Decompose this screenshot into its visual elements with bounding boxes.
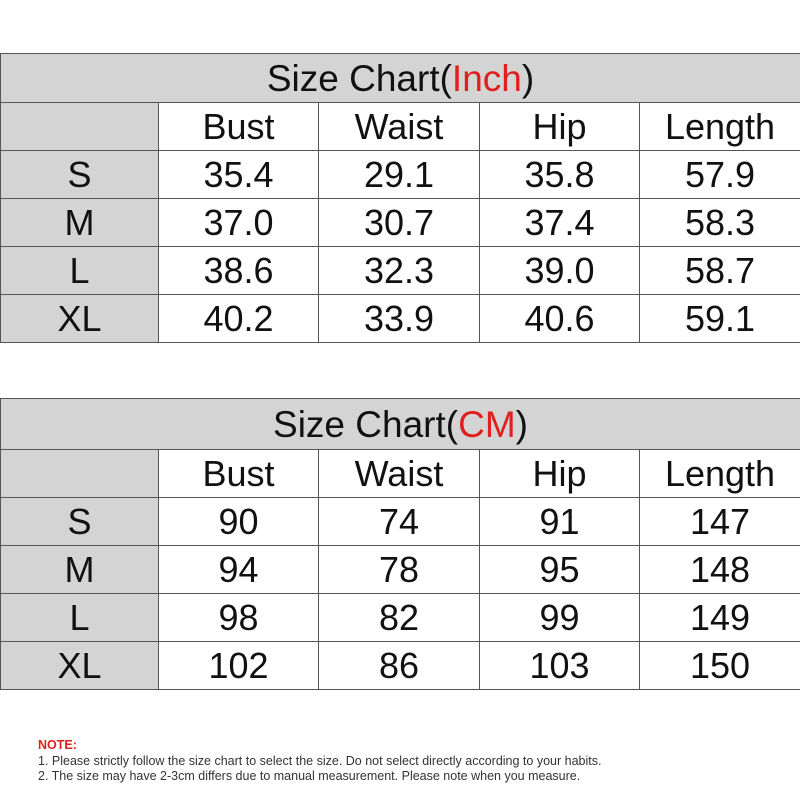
length-cell: 59.1 xyxy=(640,295,800,343)
waist-cell: 33.9 xyxy=(319,295,480,343)
length-cell: 57.9 xyxy=(640,151,800,199)
table-row xyxy=(1,199,800,247)
header-cell-bust: Bust xyxy=(159,450,319,498)
length-cell: 58.3 xyxy=(640,199,800,247)
length-cell: 150 xyxy=(640,642,800,690)
table-row xyxy=(1,546,800,594)
bust-cell: 40.2 xyxy=(159,295,319,343)
waist-cell: 82 xyxy=(319,594,480,642)
title-prefix: Size Chart( xyxy=(266,57,452,99)
size-label-cell: S xyxy=(1,151,159,199)
header-cell-hip: Hip xyxy=(480,103,640,151)
size-chart-inch-title xyxy=(1,54,800,103)
size-chart-cm-title-row xyxy=(1,399,800,450)
header-row xyxy=(1,450,800,498)
waist-cell: 74 xyxy=(319,498,480,546)
notes-section xyxy=(38,738,798,785)
table-row xyxy=(1,247,800,295)
header-cell-length: Length xyxy=(640,450,800,498)
table-row xyxy=(1,295,800,343)
waist-cell: 29.1 xyxy=(319,151,480,199)
bust-cell: 94 xyxy=(159,546,319,594)
header-cell-bust: Bust xyxy=(159,103,319,151)
bust-cell: 90 xyxy=(159,498,319,546)
size-label-cell: M xyxy=(1,546,159,594)
size-label-cell: M xyxy=(1,199,159,247)
length-cell: 149 xyxy=(640,594,800,642)
table-row xyxy=(1,594,800,642)
hip-cell: 37.4 xyxy=(480,199,640,247)
hip-cell: 99 xyxy=(480,594,640,642)
hip-cell: 39.0 xyxy=(480,247,640,295)
header-cell-hip: Hip xyxy=(480,450,640,498)
hip-cell: 35.8 xyxy=(480,151,640,199)
size-label-cell: L xyxy=(1,247,159,295)
size-label-cell: XL xyxy=(1,642,159,690)
size-label-cell: S xyxy=(1,498,159,546)
hip-cell: 91 xyxy=(480,498,640,546)
header-cell-size xyxy=(1,103,159,151)
table-row xyxy=(1,642,800,690)
note-line-1: 1. Please strictly follow the size chart to select the size. Do not select directly according to your habits. xyxy=(38,753,602,768)
title-prefix: Size Chart( xyxy=(273,403,459,445)
header-cell-size xyxy=(1,450,159,498)
bust-cell: 35.4 xyxy=(159,151,319,199)
bust-cell: 98 xyxy=(159,594,319,642)
bust-cell: 102 xyxy=(159,642,319,690)
header-cell-waist: Waist xyxy=(319,450,480,498)
size-label-cell: L xyxy=(1,594,159,642)
hip-cell: 95 xyxy=(480,546,640,594)
length-cell: 148 xyxy=(640,546,800,594)
size-chart-cm-table xyxy=(0,398,800,690)
hip-cell: 103 xyxy=(480,642,640,690)
title-unit: Inch xyxy=(451,57,522,99)
waist-cell: 78 xyxy=(319,546,480,594)
hip-cell: 40.6 xyxy=(480,295,640,343)
table-row xyxy=(1,151,800,199)
bust-cell: 37.0 xyxy=(159,199,319,247)
length-cell: 147 xyxy=(640,498,800,546)
size-chart-cm-title xyxy=(1,399,800,450)
title-unit: CM xyxy=(458,403,516,445)
waist-cell: 86 xyxy=(319,642,480,690)
waist-cell: 32.3 xyxy=(319,247,480,295)
header-cell-waist: Waist xyxy=(319,103,480,151)
header-cell-length: Length xyxy=(640,103,800,151)
title-suffix: ) xyxy=(515,403,528,445)
size-label-cell: XL xyxy=(1,295,159,343)
table-row xyxy=(1,498,800,546)
length-cell: 58.7 xyxy=(640,247,800,295)
bust-cell: 38.6 xyxy=(159,247,319,295)
size-chart-inch-title-row xyxy=(1,54,800,103)
note-label: NOTE: xyxy=(38,738,77,752)
header-row xyxy=(1,103,800,151)
title-suffix: ) xyxy=(521,57,535,99)
note-line-2: 2. The size may have 2-3cm differs due to manual measurement. Please note when you measure. xyxy=(38,769,581,783)
waist-cell: 30.7 xyxy=(319,199,480,247)
size-chart-inch-table xyxy=(0,53,800,343)
